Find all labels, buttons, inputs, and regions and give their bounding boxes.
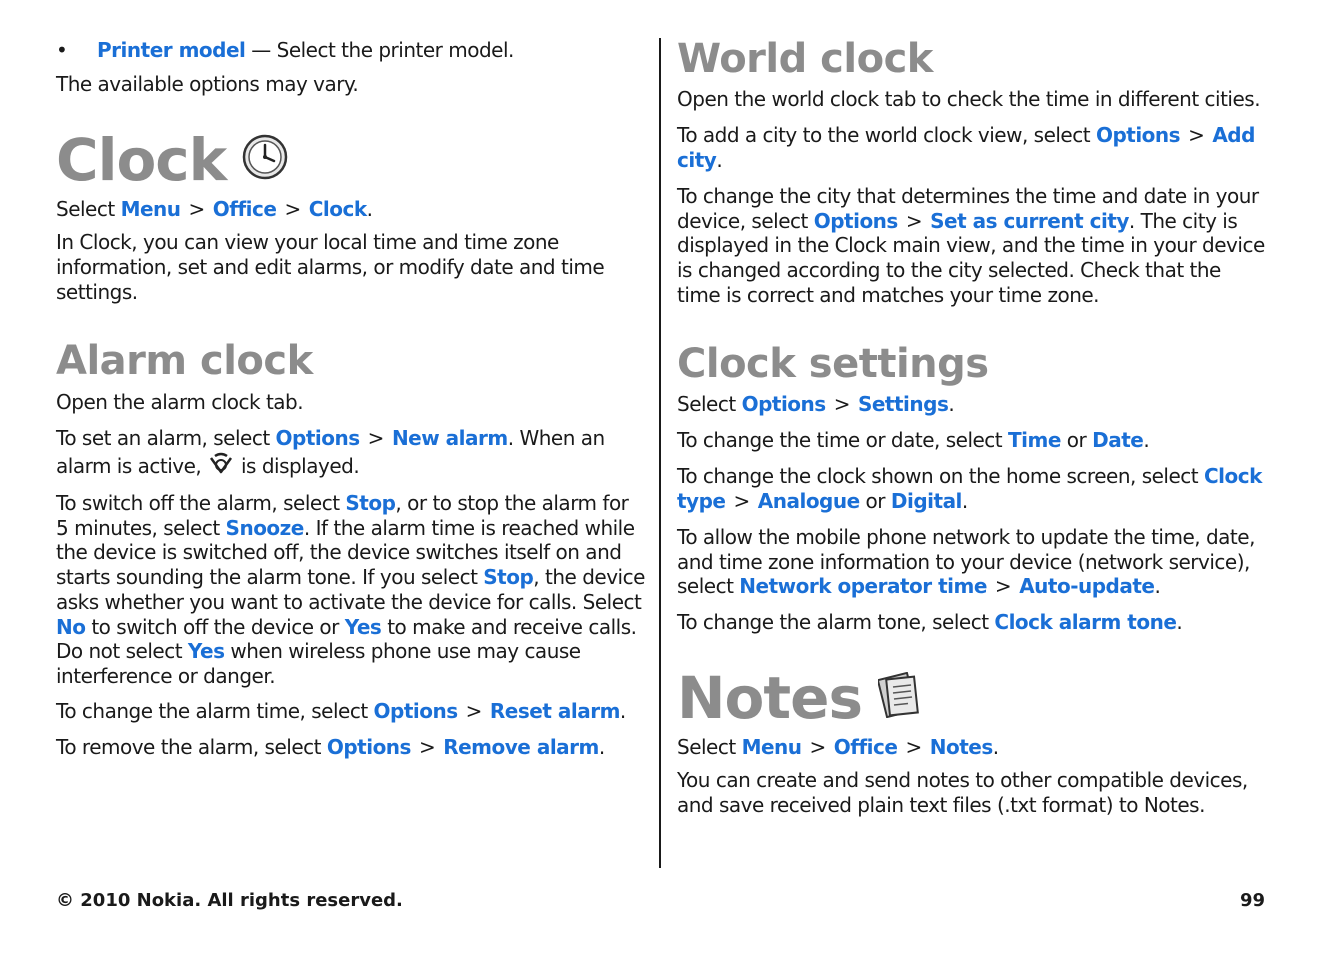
bullet: • <box>56 38 68 62</box>
text-segment: or <box>1060 428 1093 452</box>
yes-link[interactable]: Yes <box>344 614 382 639</box>
separator: > <box>1188 123 1205 147</box>
alarm-active-icon <box>207 452 235 483</box>
options-link[interactable]: Options <box>1095 123 1181 147</box>
set-alarm-mid: . When an alarm is active, <box>56 426 605 478</box>
notes-title: Notes <box>677 664 862 732</box>
period: . <box>1176 610 1183 634</box>
set-as-current-city-link[interactable]: Set as current city <box>930 208 1129 233</box>
period: . <box>1143 428 1150 452</box>
office-link[interactable]: Office <box>212 197 277 221</box>
text-segment: Select <box>677 392 742 416</box>
notes-description: You can create and send notes to other compatible devices, and save received plain text files (.txt format) to Notes. <box>677 768 1248 817</box>
network-operator-time-link[interactable]: Network operator time <box>739 574 987 599</box>
separator: > <box>284 197 301 221</box>
clock-description: In Clock, you can view your local time and time zone information, set and edit alarms, or modify date and time settings. <box>56 230 605 304</box>
switch-off-text <box>56 491 646 689</box>
options-link[interactable]: Options <box>813 208 898 233</box>
set-alarm-prefix: To set an alarm, select <box>56 426 276 450</box>
clock-alarm-tone-link[interactable]: Clock alarm tone <box>994 610 1177 634</box>
auto-update-link[interactable]: Auto-update <box>1019 574 1155 599</box>
period: . <box>992 735 999 759</box>
alarm-open-text: Open the alarm clock tab. <box>56 390 304 414</box>
column-divider <box>659 38 661 868</box>
period: . <box>619 699 626 723</box>
period: . <box>1154 574 1161 599</box>
options-vary-text: The available options may vary. <box>56 72 359 96</box>
text-segment: To change the clock shown on the home screen, select <box>677 464 1204 488</box>
date-link[interactable]: Date <box>1092 428 1144 452</box>
text-segment: . The city is displayed in the Clock main view, and the time in your device is changed according to the city selected. Check that the time is correct and matches your time zone. <box>677 208 1265 307</box>
text-segment: , or to stop the alarm for 5 minutes, select <box>56 491 629 540</box>
world-clock-heading: World clock <box>677 36 933 82</box>
separator: > <box>367 426 384 450</box>
change-time-date-text <box>677 428 1149 453</box>
text-segment: To allow the mobile phone network to update the time, date, and time zone information to your device (network service), select <box>677 525 1255 599</box>
period: . <box>598 735 605 759</box>
set-alarm-text <box>56 425 646 483</box>
alarm-tone-text <box>677 610 1182 635</box>
no-link[interactable]: No <box>56 614 86 639</box>
text-segment: To change the city that determines the time and date in your device, select <box>677 184 1259 233</box>
notes-link[interactable]: Notes <box>929 735 993 759</box>
separator: > <box>809 735 826 759</box>
change-city-text <box>677 184 1269 308</box>
separator: > <box>833 392 850 416</box>
add-city-text <box>677 123 1269 173</box>
clock-link[interactable]: Clock <box>308 197 367 221</box>
text-segment: , the device asks whether you want to activate the device for calls. Select <box>56 565 645 614</box>
options-link[interactable]: Options <box>326 735 411 759</box>
snooze-link[interactable]: Snooze <box>225 515 304 540</box>
text-segment: To remove the alarm, select <box>56 735 327 759</box>
period: . <box>948 392 955 416</box>
change-clock-type-text <box>677 464 1269 514</box>
clock-path <box>56 197 373 222</box>
options-link[interactable]: Options <box>373 699 458 723</box>
separator: > <box>188 197 205 221</box>
copyright: © 2010 Nokia. All rights reserved. <box>56 890 403 911</box>
text-segment: To switch off the alarm, select <box>56 491 346 515</box>
printer-model-desc: — Select the printer model. <box>251 38 514 62</box>
clock-type-link[interactable]: Clock type <box>677 464 1262 513</box>
text-segment: to make and receive calls. Do not select <box>56 614 637 664</box>
clock-settings-heading: Clock settings <box>677 341 989 387</box>
stop-link[interactable]: Stop <box>483 565 534 590</box>
select-prefix: Select <box>56 197 121 221</box>
notes-path <box>677 735 999 760</box>
network-update-text <box>677 525 1269 599</box>
office-link[interactable]: Office <box>833 735 898 759</box>
settings-path <box>677 392 954 417</box>
yes-link[interactable]: Yes <box>187 639 225 664</box>
separator: > <box>994 574 1012 599</box>
text-segment: when wireless phone use may cause interference or danger. <box>56 639 581 688</box>
time-link[interactable]: Time <box>1008 428 1061 452</box>
analogue-link[interactable]: Analogue <box>757 489 860 513</box>
period: . <box>366 197 373 221</box>
text-segment: To change the time or date, select <box>677 428 1009 452</box>
printer-model-item <box>56 38 514 63</box>
options-link[interactable]: Options <box>275 426 360 450</box>
notes-icon <box>878 667 922 729</box>
remove-alarm-link[interactable]: Remove alarm <box>443 735 599 759</box>
separator: > <box>905 208 923 233</box>
reset-alarm-link[interactable]: Reset alarm <box>489 699 620 723</box>
text-segment: or <box>859 489 891 513</box>
text-segment: To change the alarm time, select <box>56 699 374 723</box>
text-segment: To add a city to the world clock view, select <box>677 123 1096 147</box>
separator: > <box>733 489 750 513</box>
new-alarm-link[interactable]: New alarm <box>391 426 508 450</box>
stop-link[interactable]: Stop <box>345 491 396 515</box>
change-alarm-time-text <box>56 699 626 724</box>
separator: > <box>465 699 482 723</box>
text-segment: . If the alarm time is reached while the device is switched off, the device switches itself on and starts sounding the alarm tone. If you select <box>56 515 635 590</box>
alarm-clock-heading: Alarm clock <box>56 338 313 384</box>
world-open-text: Open the world clock tab to check the time in different cities. <box>677 87 1261 111</box>
separator: > <box>905 735 922 759</box>
remove-alarm-text <box>56 735 605 760</box>
clock-title: Clock <box>56 126 227 194</box>
notes-heading <box>677 664 922 732</box>
clock-heading <box>56 126 288 194</box>
options-link[interactable]: Options <box>741 392 826 416</box>
clock-icon <box>242 129 288 191</box>
set-alarm-suffix: is displayed. <box>235 454 360 478</box>
period: . <box>716 148 723 172</box>
text-segment: to switch off the device or <box>85 614 345 639</box>
page-number: 99 <box>1239 890 1265 911</box>
period: . <box>961 489 968 513</box>
separator: > <box>418 735 436 759</box>
printer-model-link[interactable]: Printer model <box>97 38 246 62</box>
settings-link[interactable]: Settings <box>857 392 949 416</box>
menu-link[interactable]: Menu <box>120 197 181 221</box>
digital-link[interactable]: Digital <box>890 489 962 513</box>
menu-link[interactable]: Menu <box>741 735 802 759</box>
text-segment: To change the alarm tone, select <box>677 610 995 634</box>
text-segment: Select <box>677 735 742 759</box>
add-city-link[interactable]: Add city <box>677 123 1255 172</box>
